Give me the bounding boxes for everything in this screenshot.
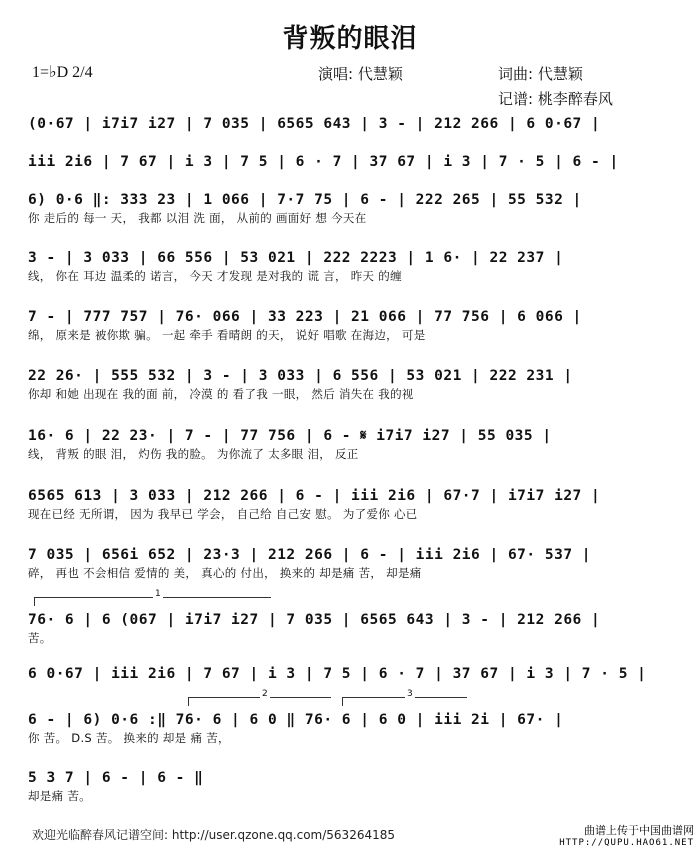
singer-credit: 演唱: 代慧颖: [318, 65, 403, 83]
staff-notes: 6 0·67 | iii 2i6 | 7 67 | i 3 | 7 5 | 6 · 7 | 37 67 | i 3 | 7 · 5 |: [28, 666, 647, 682]
staff-lyrics: 却是痛 苦。: [28, 789, 91, 803]
staff-lyrics: 碎， 再也 不会相信 爱情的 美， 真心的 付出， 换来的 却是痛 苦， 却是痛: [28, 566, 422, 580]
staff-notes: 5 3 7 | 6 - | 6 - ‖: [28, 770, 204, 786]
staff-line: [28, 248, 664, 284]
watermark-line1: 曲谱上传于中国曲谱网: [584, 824, 694, 837]
staff-lyrics: 你 走后的 每一 天， 我都 以泪 洗 面， 从前的 画面好 想 今天在: [28, 211, 367, 225]
staff-lyrics: [28, 134, 664, 150]
staff-line: [28, 307, 664, 343]
staff-line: [28, 114, 664, 150]
staff-lyrics: 现在已经 无所谓， 因为 我早已 学会， 自己给 自己安 慰。 为了爱你 心已: [28, 507, 418, 521]
staff-notes: 3 - | 3 033 | 66 556 | 53 021 | 222 2223 | 1 6· | 22 237 |: [28, 250, 564, 266]
volta-number: 3: [407, 689, 413, 699]
staff-line: [28, 768, 664, 804]
staff-lyrics: [28, 172, 664, 188]
staff-line: [28, 426, 664, 462]
staff-lyrics: 绵， 原来是 被你欺 骗。 一起 牵手 看晴朗 的天， 说好 唱歌 在海边， 可是: [28, 328, 426, 342]
staff-lyrics: 线， 你在 耳边 温柔的 诺言， 今天 才发现 是对我的 谎 言， 昨天 的缠: [28, 269, 402, 283]
staff-notes: iii 2i6 | 7 67 | i 3 | 7 5 | 6 · 7 | 37 67 | i 3 | 7 · 5 | 6 - |: [28, 154, 619, 170]
volta-number: 2: [262, 689, 268, 699]
volta-bracket: [34, 589, 271, 606]
staff-line: [28, 664, 664, 700]
staff-notes: 6 - | 6) 0·6 :‖ 76· 6 | 6 0 ‖ 76· 6 | 6 0 | iii 2i | 67· |: [28, 712, 564, 728]
staff-lyrics: 你却 和她 出现在 我的面 前， 冷漠 的 看了我 一眼， 然后 消失在 我的视: [28, 387, 414, 401]
watermark-url[interactable]: HTTP://QUPU.HAO61.NET: [559, 838, 694, 848]
staff-line: [28, 710, 664, 746]
key-signature: 1=♭D 2/4: [32, 64, 93, 81]
staff-line: [28, 366, 664, 402]
staff-line: [28, 486, 664, 522]
staff-notes: 16· 6 | 22 23· | 7 - | 77 756 | 6 - 𝄋 i7i7 i27 | 55 035 |: [28, 428, 552, 444]
staff-line: [28, 152, 664, 188]
staff-notes: 7 035 | 656i 652 | 23·3 | 212 266 | 6 - | iii 2i6 | 67· 537 |: [28, 547, 592, 563]
volta-bracket: [342, 689, 467, 706]
volta-number: 1: [155, 589, 161, 599]
transcriber-credit: 记谱: 桃李醉春风: [498, 90, 613, 108]
staff-line: [28, 545, 664, 581]
staff-lyrics: 线， 背叛 的眼 泪， 灼伤 我的脸。 为你流了 太多眼 泪， 反正: [28, 447, 359, 461]
song-title: 背叛的眼泪: [282, 24, 418, 54]
staff-notes: 6) 0·6 ‖: 333 23 | 1 066 | 7·7 75 | 6 - | 222 265 | 55 532 |: [28, 192, 582, 208]
staff-notes: 22 26· | 555 532 | 3 - | 3 033 | 6 556 | 53 021 | 222 231 |: [28, 368, 573, 384]
site-watermark: [559, 824, 694, 850]
staff-notes: 7 - | 777 757 | 76· 066 | 33 223 | 21 066 | 77 756 | 6 066 |: [28, 309, 582, 325]
staff-line: [28, 610, 664, 646]
composer-credit: 词曲: 代慧颖: [498, 65, 583, 83]
staff-lyrics: 你 苦。 D.S 苦。 换来的 却是 痛 苦，: [28, 731, 230, 745]
staff-notes: 76· 6 | 6 (067 | i7i7 i27 | 7 035 | 6565 643 | 3 - | 212 266 |: [28, 612, 601, 628]
staff-notes: (0·67 | i7i7 i27 | 7 035 | 6565 643 | 3 - | 212 266 | 6 0·67 |: [28, 116, 601, 132]
footer-link[interactable]: 欢迎光临醉春风记谱空间: http://user.qzone.qq.com/563264185: [32, 828, 396, 842]
staff-notes: 6565 613 | 3 033 | 212 266 | 6 - | iii 2i6 | 67·7 | i7i7 i27 |: [28, 488, 601, 504]
staff-line: [28, 190, 664, 226]
volta-bracket: [188, 689, 331, 706]
staff-lyrics: 苦。: [28, 631, 52, 645]
